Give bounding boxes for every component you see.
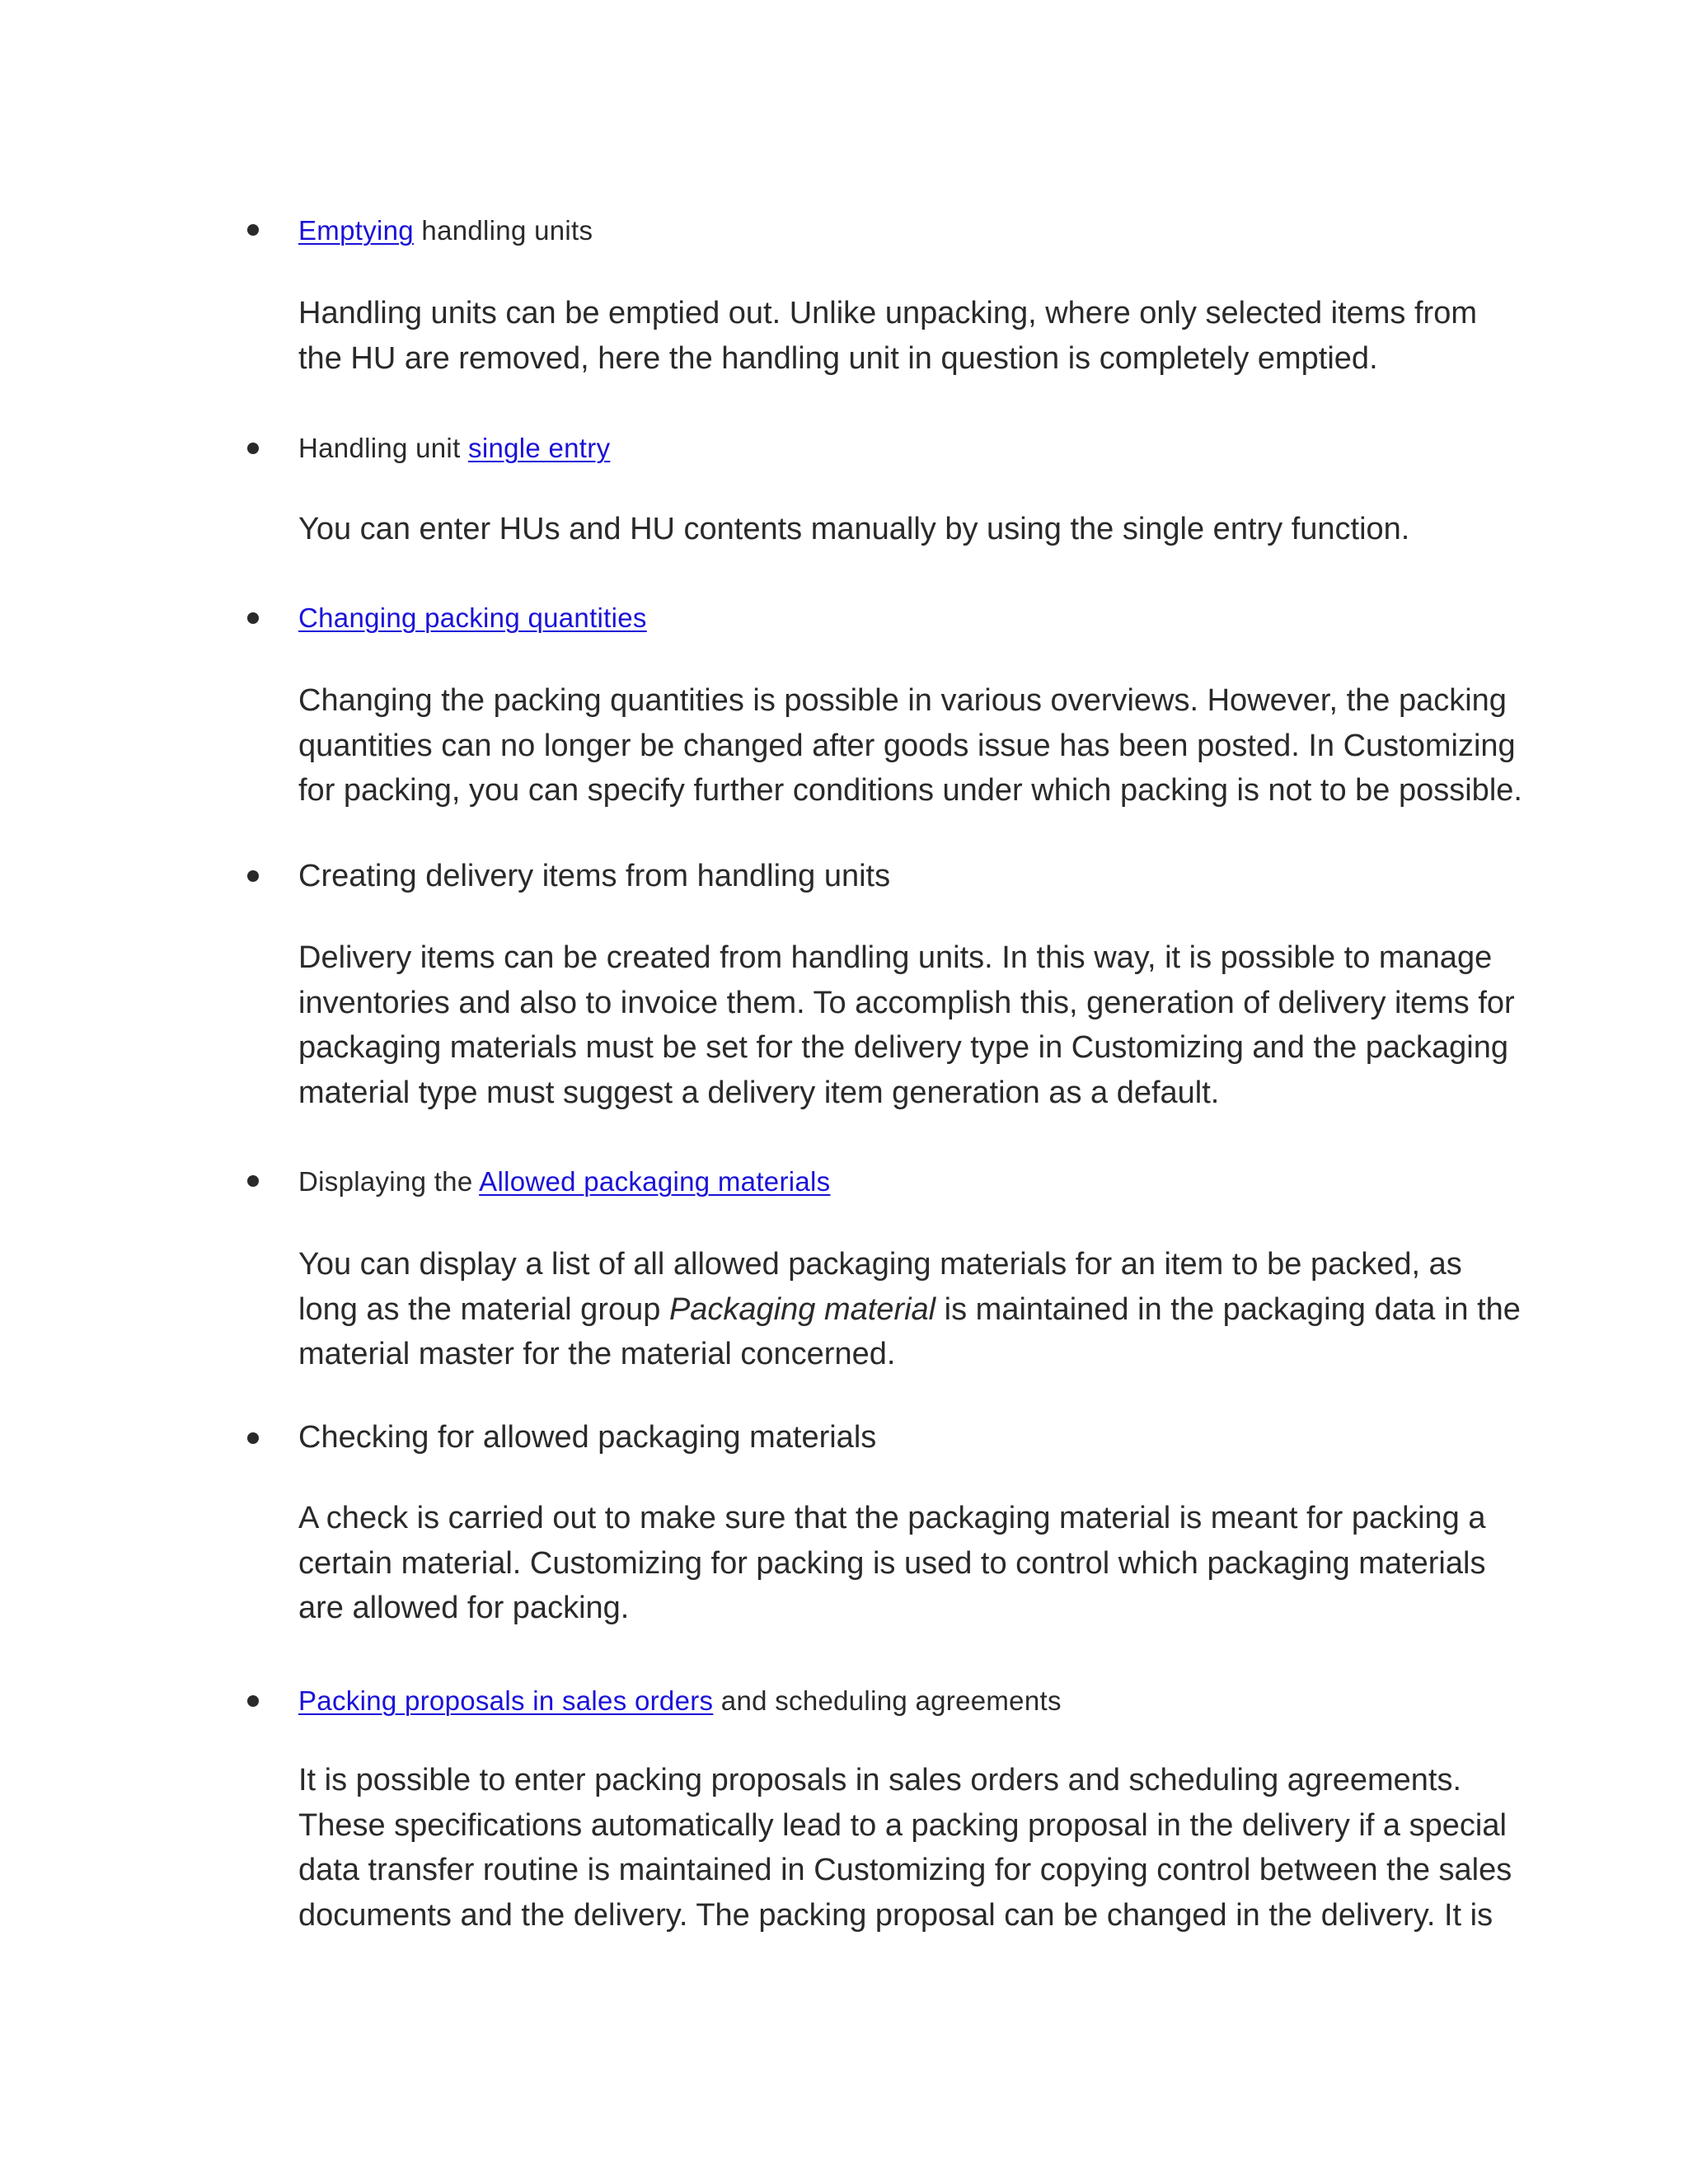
item-heading (298, 434, 610, 462)
bullet-icon (247, 224, 259, 236)
single-entry-link[interactable]: single entry (468, 433, 611, 463)
item-description (298, 678, 1522, 813)
item-heading (298, 604, 647, 631)
text-line: A check is carried out to make sure that the packaging material is meant for packing a (298, 1501, 1486, 1535)
text-line: material type must suggest a delivery item generation as a default. (298, 1075, 1220, 1110)
bullet-icon (247, 1432, 259, 1444)
text-segment: long as the material group (298, 1291, 669, 1327)
text-line: inventories and also to invoice them. To accomplish this, generation of delivery items for (298, 985, 1515, 1020)
item-description (298, 291, 1502, 381)
heading-text: Displaying the (298, 1166, 480, 1197)
text-line: You can enter HUs and HU contents manually by using the single entry function. (298, 512, 1410, 546)
text-line: Delivery items can be created from handling units. In this way, it is possible to manage (298, 940, 1493, 975)
text-line: certain material. Customizing for packing is used to control which packaging materials (298, 1545, 1486, 1581)
emptying-link[interactable]: Emptying (298, 215, 414, 246)
item-heading (298, 1687, 1062, 1714)
heading-text: Handling unit (298, 433, 469, 463)
text-line: packaging materials must be set for the delivery type in Customizing and the packaging (298, 1030, 1509, 1065)
text-line: for packing, you can specify further conditions under which packing is not to be possible. (298, 773, 1522, 808)
heading-text: handling units (413, 215, 593, 246)
text-line (298, 1287, 1521, 1333)
text-line: documents and the delivery. The packing proposal can be changed in the delivery. It is (298, 1897, 1493, 1933)
bullet-icon (247, 1695, 259, 1707)
text-line: Handling units can be emptied out. Unlike unpacking, where only selected items from (298, 296, 1477, 330)
text-line: material master for the material concerned. (298, 1337, 896, 1371)
item-heading (298, 1422, 876, 1453)
item-heading (298, 860, 890, 892)
text-line: These specifications automatically lead to a packing proposal in the delivery if a special (298, 1807, 1507, 1843)
bullet-icon (247, 612, 259, 624)
bullet-icon (247, 443, 259, 454)
text-line: are allowed for packing. (298, 1591, 630, 1625)
text-segment: is maintained in the packaging data in the (935, 1291, 1521, 1327)
bullet-icon (247, 870, 259, 882)
item-description (298, 1242, 1521, 1377)
text-line: quantities can no longer be changed after goods issue has been posted. In Customizing (298, 728, 1516, 763)
item-description (298, 1496, 1502, 1631)
text-line: Changing the packing quantities is possible in various overviews. However, the packing (298, 683, 1507, 718)
italic-term: Packaging material (668, 1291, 936, 1327)
item-heading (298, 1168, 830, 1195)
heading-text: Creating delivery items from handling units (298, 859, 891, 893)
text-line: data transfer routine is maintained in Customizing for copying control between the sales (298, 1853, 1512, 1887)
heading-text: and scheduling agreements (713, 1685, 1062, 1716)
allowed-packaging-materials-link[interactable]: Allowed packaging materials (479, 1166, 831, 1197)
text-line: the HU are removed, here the handling unit in question is completely emptied. (298, 340, 1378, 376)
packing-proposals-link[interactable]: Packing proposals in sales orders (298, 1685, 714, 1716)
text-line: It is possible to enter packing proposals in sales orders and scheduling agreements. (298, 1763, 1462, 1797)
bullet-icon (247, 1175, 259, 1187)
item-description (298, 935, 1515, 1115)
item-description (298, 507, 1502, 552)
item-description (298, 1758, 1512, 1938)
heading-text: Checking for allowed packaging materials (298, 1420, 877, 1455)
item-heading (298, 217, 593, 244)
changing-packing-quantities-link[interactable]: Changing packing quantities (298, 602, 647, 633)
text-line: You can display a list of all allowed packaging materials for an item to be packed, as (298, 1247, 1462, 1282)
